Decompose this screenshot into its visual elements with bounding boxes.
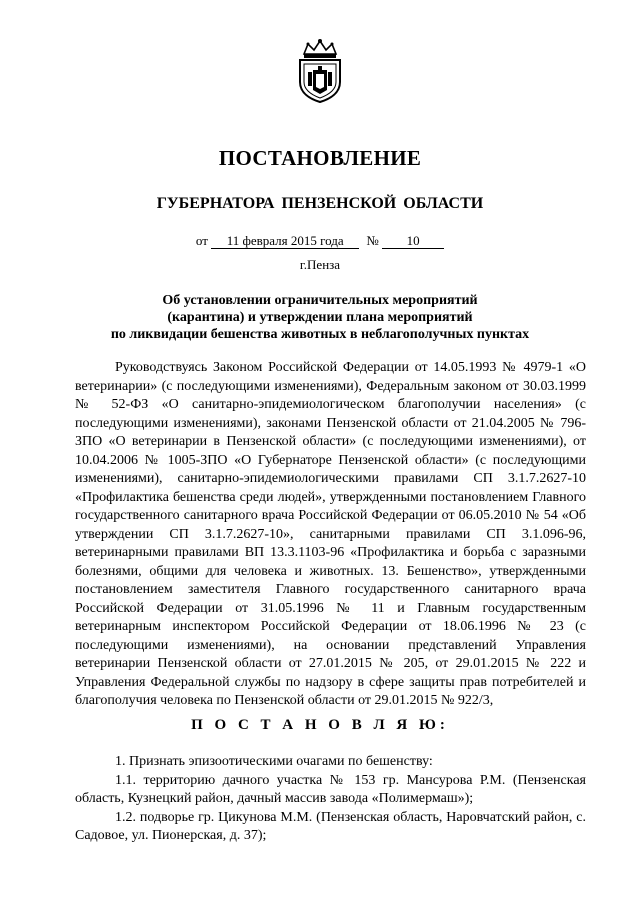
decree-items <box>75 753 586 846</box>
issuer-subtitle: ГУБЕРНАТОРА ПЕНЗЕНСКОЙ ОБЛАСТИ <box>156 195 484 212</box>
penza-region-coat-of-arms-icon <box>294 38 346 104</box>
document-date: 11 февраля 2015 года <box>211 234 359 249</box>
heading-line: (карантина) и утверждении плана мероприятий <box>167 310 473 325</box>
heading-line: Об установлении ограничительных мероприятий <box>162 293 478 308</box>
preamble-paragraph: Руководствуясь Законом Российской Федерации от 14.05.1993 № 4979-1 «О ветеринарии» (с последующими изменениями), Федеральным законом от 30.03.1999 № 52-ФЗ «О санитарно-эпидемиологическом благополучии населения» (с последующими изменениями), законами Пензенской области от 21.04.2005 № 796-ЗПО «О ветеринарии в Пензенской области» (с последующими изменениями), от 10.04.2006 № 1005-ЗПО «О Губернаторе Пензенской области» (с последующими изменениями), санитарно-эпидемиологическими правилами СП 3.1.7.2627-10 «Профилактика бешенства среди людей», утвержденными постановлением Главного государственного санитарного врача Российской Федерации от 06.05.2010 № 54 «Об утверждении СП 3.1.7.2627-10», санитарными правилами СП 3.1.096-96, ветеринарными правилами ВП 13.3.1103-96 «Профилактика и борьба с заразными болезнями, общими для человека и животных. 13. Бешенство», утвержденными постановлением заместителя Главного государственного санитарного врача Российской Федерации от 31.05.1996 № 11 и Главным государственным ветеринарным инспектором Российской Федерации от 18.06.1996 № 23 (с последующими изменениями), на основании представлений Управления ветеринарии Пензенской области от 27.01.2015 № 205, от 29.01.2015 № 222 и Управления Федеральной службы по надзору в сфере защиты прав потребителей и благополучия человека по Пензенской области от 29.01.2015 № 922/3, <box>75 360 586 708</box>
preamble-section <box>75 359 586 711</box>
document-heading <box>80 292 560 343</box>
date-prefix: от <box>195 233 208 248</box>
decree-item: 1.2. подворье гр. Цикунова М.М. (Пензенская область, Наровчатский район, с. Садовое, ул. Пионерская, д. 37); <box>75 809 586 843</box>
document-number: 10 <box>382 234 444 249</box>
decree-item: 1.1. территорию дачного участка № 153 гр. Мансурова Р.М. (Пензенская область, Кузнецкий район, дачный массив завода «Полимермаш»); <box>75 772 586 806</box>
decree-item: 1. Признать эпизоотическими очагами по бешенству: <box>115 754 433 769</box>
number-prefix: № <box>366 233 379 248</box>
heading-line: по ликвидации бешенства животных в неблагополучных пунктах <box>110 327 530 342</box>
date-number-line <box>0 233 640 249</box>
document-type-title: ПОСТАНОВЛЕНИЕ <box>218 146 422 170</box>
city: г.Пенза <box>299 257 341 272</box>
decree-word: П О С Т А Н О В Л Я Ю: <box>191 717 449 733</box>
